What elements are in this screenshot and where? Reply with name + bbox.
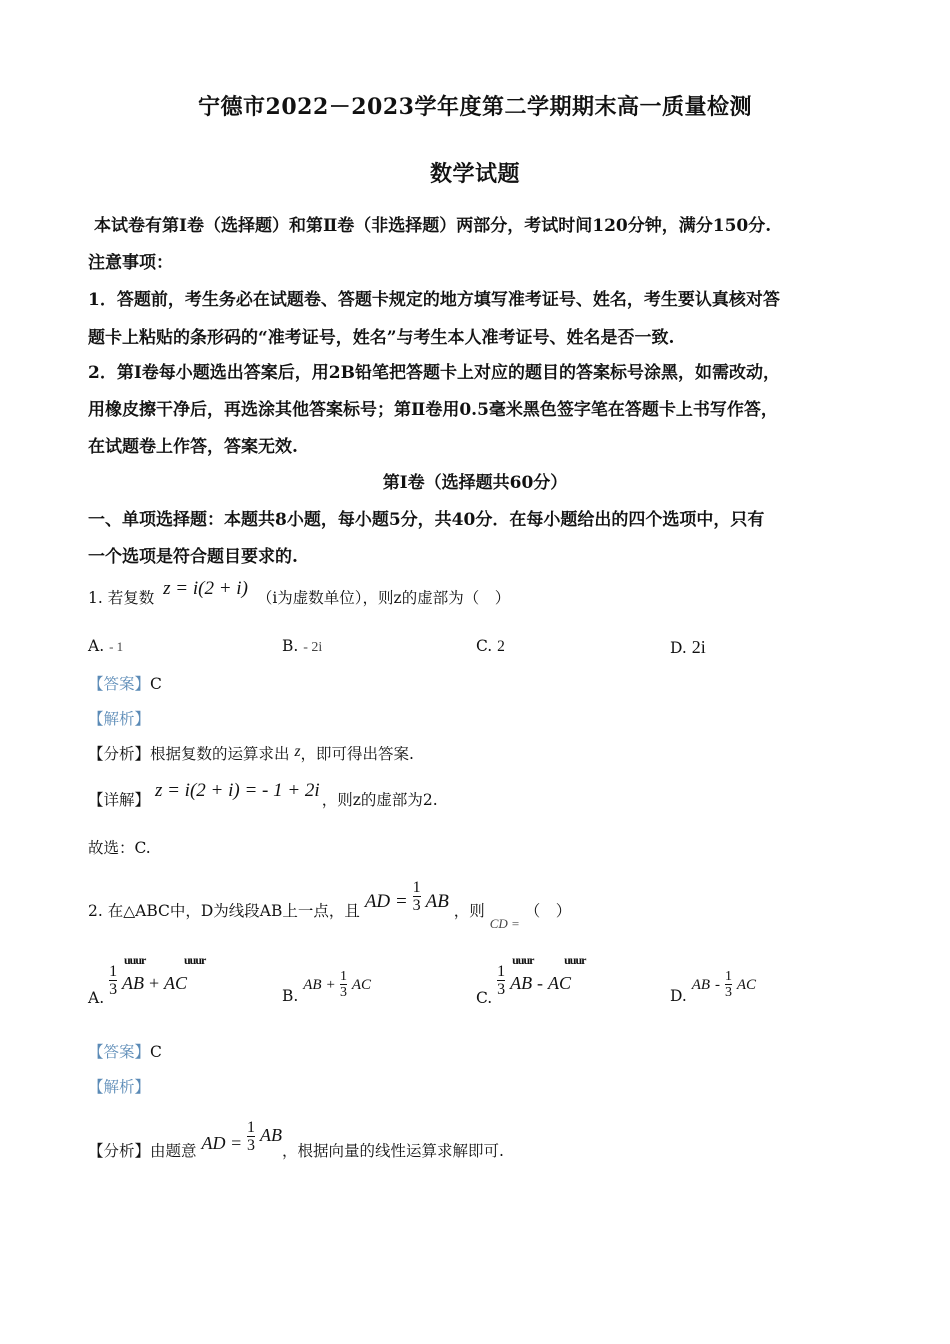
question-2	[88, 879, 572, 931]
fenxi-fraction	[247, 1120, 255, 1154]
fenxi-text-end: ，根据向量的线性运算求解即可.	[281, 1142, 504, 1160]
detail-text: ，则z的虚部为2.	[321, 791, 438, 809]
fenxi-text-end: ，即可得出答案.	[300, 745, 414, 763]
detail-tag: 【详解】	[88, 791, 151, 809]
page-subtitle: 数学试题	[429, 161, 520, 187]
q1-option-b[interactable]	[282, 637, 322, 656]
vector-ac: AC	[351, 977, 372, 993]
option-fraction	[340, 970, 347, 1000]
fraction-numerator: 1	[412, 879, 421, 896]
q2-option-a[interactable]	[88, 950, 206, 1007]
vector-arrow: uuur	[564, 953, 586, 967]
fraction-denominator: 3	[497, 981, 506, 998]
q1-option-c[interactable]	[476, 637, 505, 656]
fraction-denominator: 3	[724, 985, 732, 1000]
option-label: C.	[476, 637, 493, 655]
option-expression	[122, 953, 206, 993]
note-1-line-1: 1．答题前，考生务必在试题卷、答题卡规定的地方填写准考证号、姓名，考生要认真核对答	[88, 290, 780, 310]
vector-ac: AC	[164, 973, 188, 993]
fenxi-var: z	[294, 743, 301, 760]
option-label: C.	[476, 989, 493, 1007]
q2-target: CD =	[489, 916, 520, 931]
operator: -	[715, 977, 721, 993]
fenxi-tag: 【分析】	[88, 1142, 151, 1160]
operator: +	[148, 973, 160, 993]
option-value: 2	[497, 638, 505, 655]
fraction-numerator: 1	[247, 1119, 256, 1136]
fenxi-text: 根据复数的运算求出	[150, 745, 290, 763]
q1-analysis-tag: 【解析】	[88, 710, 151, 728]
q1-answer	[88, 672, 162, 694]
q2-cond-fraction	[413, 880, 421, 914]
section-instruction-line-2: 一个选项是符合题目要求的.	[88, 547, 298, 567]
q2-suffix: ，则	[453, 902, 485, 920]
page-title: 宁德市2022－2023学年度第二学期期末高一质量检测	[198, 94, 752, 120]
section-instruction-line-1: 一、单项选择题：本题共8小题，每小题5分，共40分．在每小题给出的四个选项中，只有	[88, 510, 765, 530]
q1-option-a[interactable]	[88, 637, 123, 655]
q2-option-c[interactable]	[476, 950, 586, 1007]
answer-tag: 【答案】	[88, 1043, 151, 1061]
fenxi-text: 由题意	[150, 1142, 197, 1160]
option-value: - 2i	[303, 640, 323, 655]
q2-option-d[interactable]	[670, 950, 757, 1005]
answer-tag: 【答案】	[88, 675, 151, 693]
q1-formula: z = i(2 + i)	[163, 578, 248, 599]
vector-arrow: uuur	[512, 953, 534, 967]
option-label: B.	[282, 637, 299, 655]
q2-option-b[interactable]	[282, 950, 372, 1005]
option-label: A.	[88, 989, 105, 1007]
fraction-denominator: 3	[412, 897, 421, 914]
option-value: - 1	[109, 639, 124, 654]
option-fraction	[497, 964, 505, 998]
fraction-numerator: 1	[339, 969, 347, 984]
vector-arrow: uuur	[124, 953, 146, 967]
q2-paren: （ ）	[524, 902, 572, 920]
q1-conclusion: 故选：C.	[88, 839, 151, 857]
vector-arrow: uuur	[184, 953, 206, 967]
intro-line: 本试卷有第Ⅰ卷（选择题）和第Ⅱ卷（非选择题）两部分，考试时间120分钟，满分150分.	[94, 216, 772, 236]
note-2-line-2: 用橡皮擦干净后，再选涂其他答案标号；第Ⅱ卷用0.5毫米黑色签字笔在答题卡上书写作答，	[88, 400, 778, 420]
q1-fenxi	[88, 742, 414, 764]
note-1-line-2: 题卡上粘贴的条形码的“准考证号，姓名”与考生本人准考证号、姓名是否一致.	[88, 328, 675, 348]
q2-prefix: 2. 在△ABC中，D为线段AB上一点，且	[88, 902, 360, 920]
q2-cond-rhs: AB	[425, 891, 449, 912]
q2-fenxi	[88, 1100, 504, 1160]
option-label: A.	[88, 637, 105, 655]
vector-ac: AC	[547, 973, 571, 993]
vector-ab: AB	[510, 973, 533, 993]
note-2-line-3: 在试题卷上作答，答案无效.	[88, 437, 298, 457]
section-heading: 第Ⅰ卷（选择题共60分）	[382, 473, 568, 493]
q2-analysis-tag: 【解析】	[88, 1078, 151, 1096]
question-1	[88, 578, 511, 609]
fraction-denominator: 3	[247, 1137, 256, 1154]
fraction-denominator: 3	[109, 981, 118, 998]
fraction-numerator: 1	[724, 969, 732, 984]
option-fraction	[725, 970, 732, 1000]
vector-ab: AB	[691, 977, 711, 993]
option-label: D.	[670, 987, 687, 1005]
q2-cond-lhs: AD =	[364, 891, 408, 912]
q1-detail	[88, 780, 438, 811]
fraction-numerator: 1	[109, 963, 118, 980]
q1-suffix: （i为虚数单位），则z的虚部为（ ）	[256, 589, 511, 607]
vector-ac: AC	[736, 977, 757, 993]
option-expression	[510, 953, 586, 993]
q1-option-d[interactable]	[670, 637, 706, 658]
fenxi-lhs: AD =	[201, 1133, 243, 1153]
q2-answer	[88, 1040, 162, 1062]
q1-prefix: 1. 若复数	[88, 589, 155, 607]
option-fraction	[109, 964, 117, 998]
option-label: B.	[282, 987, 299, 1005]
answer-value: C	[150, 1043, 162, 1061]
vector-ab: AB	[122, 973, 144, 993]
option-label: D.	[670, 639, 687, 657]
notes-heading: 注意事项：	[88, 253, 173, 273]
operator: -	[537, 973, 544, 993]
option-value: 2i	[691, 637, 706, 657]
note-2-line-1: 2．第Ⅰ卷每小题选出答案后，用2B铅笔把答题卡上对应的题目的答案标号涂黑，如需改动，	[88, 363, 780, 383]
operator: +	[326, 977, 335, 993]
fraction-denominator: 3	[339, 985, 347, 1000]
detail-formula: z = i(2 + i) = - 1 + 2i	[154, 780, 320, 801]
answer-value: C	[150, 675, 162, 693]
fraction-numerator: 1	[497, 963, 506, 980]
fenxi-rhs: AB	[259, 1125, 282, 1145]
fenxi-tag: 【分析】	[88, 745, 151, 763]
vector-ab: AB	[303, 977, 322, 993]
